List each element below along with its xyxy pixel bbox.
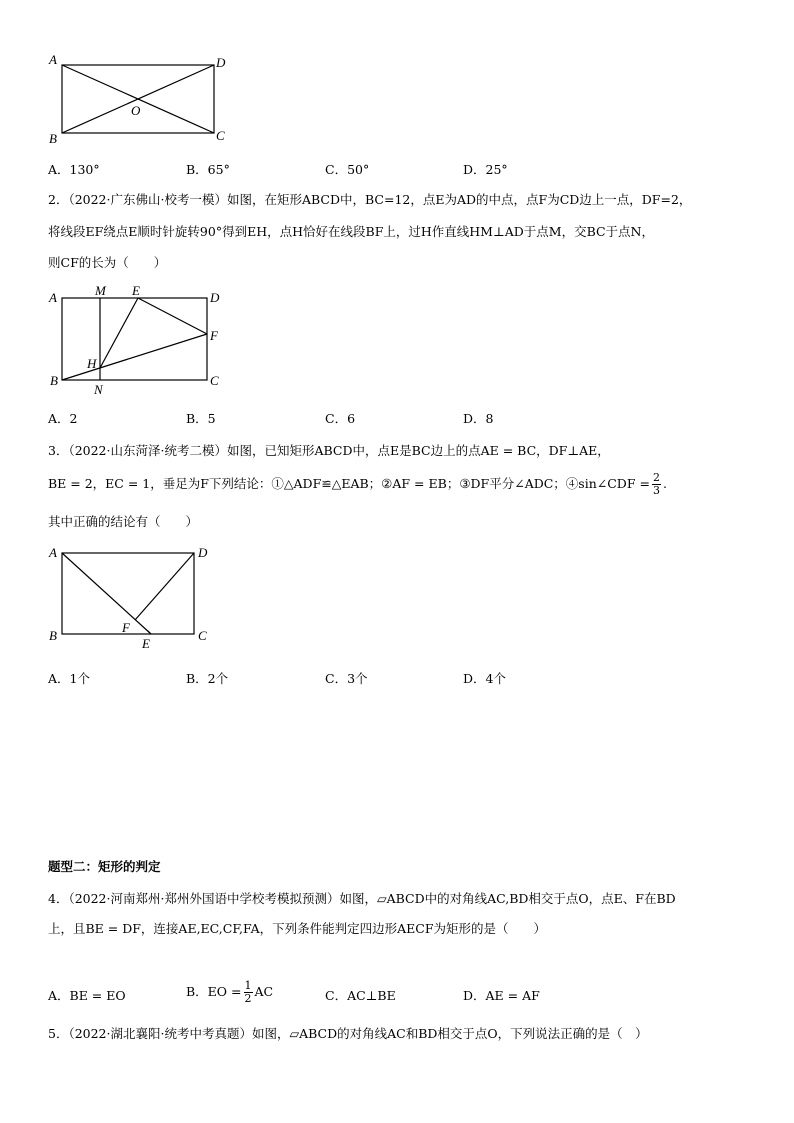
q4-frac-num: 1 bbox=[244, 979, 252, 992]
q3-choice-d: D．4个 bbox=[463, 671, 506, 686]
q2-label-f: F bbox=[210, 328, 218, 343]
q2-label-c: C bbox=[210, 373, 219, 388]
q1-label-c: C bbox=[216, 128, 225, 143]
q4-choice-b-post: AC bbox=[254, 984, 274, 999]
q2-choice-a: A．2 bbox=[48, 411, 78, 426]
q2-figure bbox=[40, 282, 240, 397]
q5-line-1: 5．（2022·湖北襄阳·统考中考真题）如图，▱ABCD的对角线AC和BD相交于点O，下列说法正确的是（ ） bbox=[48, 1026, 648, 1041]
q4-choice-a: A．BE = EO bbox=[48, 988, 126, 1003]
q3-choice-c: C．3个 bbox=[325, 671, 368, 686]
q3-frac-num: 2 bbox=[652, 471, 660, 484]
q2-line-1: 2．（2022·广东佛山·校考一模）如图，在矩形ABCD中，BC=12，点E为AD的中点，点F为CD边上一点，DF=2， bbox=[48, 192, 692, 207]
q4-frac-den: 2 bbox=[244, 992, 252, 1005]
q2-label-a: A bbox=[49, 290, 57, 305]
section-title: 题型二：矩形的判定 bbox=[48, 859, 161, 874]
q2-label-e: E bbox=[132, 283, 140, 298]
q1-choice-c: C．50° bbox=[325, 162, 370, 177]
q1-figure bbox=[40, 50, 240, 150]
q3-fraction bbox=[652, 472, 661, 497]
q3-line-2-text: BE = 2，EC = 1，垂足为F下列结论：①△ADF≌△EAB；②AF = EB；③DF平分∠ADC；④sin∠CDF = bbox=[48, 476, 650, 491]
q2-label-n: N bbox=[94, 382, 103, 397]
q3-line-3: 其中正确的结论有（ ） bbox=[48, 514, 199, 529]
q1-label-d: D bbox=[216, 55, 226, 70]
q2-choice-b: B．5 bbox=[186, 411, 216, 426]
q3-choice-a: A．1个 bbox=[48, 671, 90, 686]
q2-choice-c: C．6 bbox=[325, 411, 356, 426]
q3-choice-b: B．2个 bbox=[186, 671, 229, 686]
q3-label-e: E bbox=[142, 636, 150, 651]
q2-line-2: 将线段EF绕点E顺时针旋转90°得到EH，点H恰好在线段BF上，过H作直线HM⊥AD于点M，交BC于点N， bbox=[48, 224, 654, 239]
q4-choice-c: C．AC⊥BE bbox=[325, 988, 396, 1003]
q4-choice-d: D．AE = AF bbox=[463, 988, 540, 1003]
q4-line-1: 4．（2022·河南郑州·郑州外国语中学校考模拟预测）如图，▱ABCD中的对角线AC,BD相交于点O，点E、F在BD bbox=[48, 891, 676, 906]
q4-choice-b bbox=[186, 976, 273, 1008]
q3-label-d: D bbox=[198, 545, 208, 560]
q3-line-2 bbox=[48, 468, 667, 500]
q3-line-1: 3．（2022·山东菏泽·统考二模）如图，已知矩形ABCD中，点E是BC边上的点AE = BC，DF⊥AE， bbox=[48, 443, 610, 458]
q3-frac-den: 3 bbox=[652, 484, 660, 497]
q1-label-o: O bbox=[131, 103, 141, 118]
q4-choice-b-pre: B．EO = bbox=[186, 984, 242, 999]
q3-label-b: B bbox=[49, 628, 57, 643]
q1-choice-b: B．65° bbox=[186, 162, 230, 177]
q3-figure bbox=[40, 540, 240, 655]
q1-label-b: B bbox=[49, 131, 57, 146]
q4-fraction bbox=[244, 980, 253, 1005]
q3-label-f: F bbox=[122, 620, 130, 635]
q3-label-c: C bbox=[198, 628, 207, 643]
q1-choice-a: A．130° bbox=[48, 162, 100, 177]
q2-label-m: M bbox=[95, 283, 106, 298]
q1-label-a: A bbox=[49, 52, 57, 67]
q2-label-h: H bbox=[87, 356, 97, 371]
q3-line-2-end: . bbox=[662, 476, 667, 491]
q3-label-a: A bbox=[49, 545, 57, 560]
q4-line-2: 上，且BE = DF，连接AE,EC,CF,FA，下列条件能判定四边形AECF为矩形的是（ ） bbox=[48, 921, 547, 936]
q2-line-3: 则CF的长为（ ） bbox=[48, 255, 167, 270]
q2-label-b: B bbox=[50, 373, 58, 388]
q1-choice-d: D．25° bbox=[463, 162, 508, 177]
q2-choice-d: D．8 bbox=[463, 411, 494, 426]
q2-label-d: D bbox=[210, 290, 220, 305]
